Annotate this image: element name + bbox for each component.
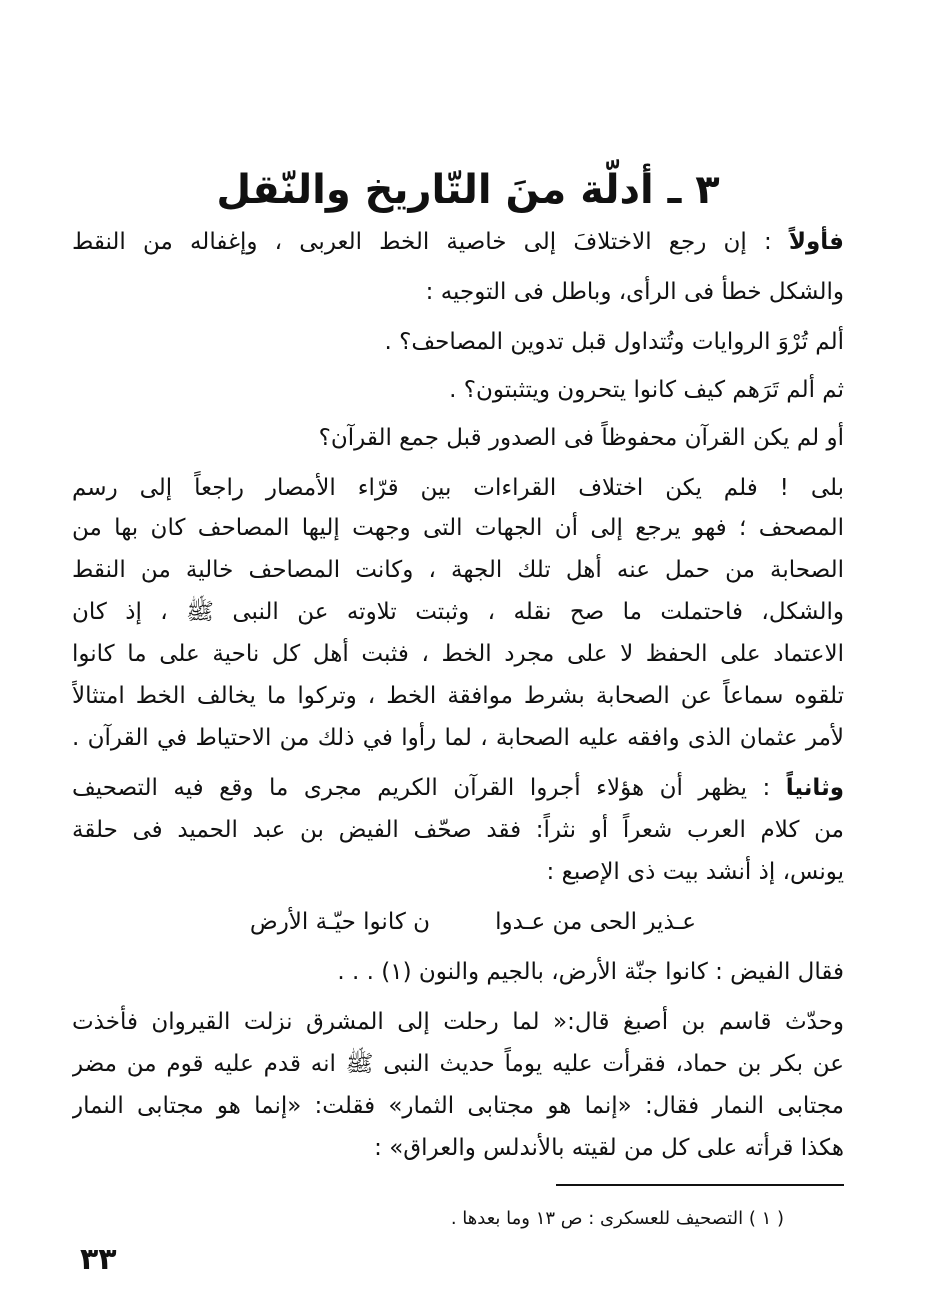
- paragraph-3-line-1: [72, 768, 844, 808]
- paragraph-4-line-2: عن بكر بن حماد، فقرأت عليه يوماً حديث النبى ﷺ انه قدم عليه قوم من مضر: [72, 1051, 844, 1077]
- after-verse-line: فقال الفيض : كانوا جنّة الأرض، بالجيم والنون (١) . . .: [337, 959, 844, 985]
- paragraph-4-line-3: مجتابى النمار فقال: «إنما هو مجتابى الثمار» فقلت: «إنما هو مجتابى النمار: [72, 1093, 844, 1119]
- paragraph-3-line-3: يونس، إذ أنشد بيت ذى الإصبع :: [546, 859, 844, 885]
- question-1: ألم تُرْوَ الروايات وتُتداول قبل تدوين المصاحف؟ .: [384, 329, 844, 355]
- question-2: ثم ألم تَرَهم كيف كانوا يتحرون ويتثبتون؟ .: [449, 377, 844, 403]
- paragraph-3-lead: وثانياً: [785, 775, 844, 801]
- footnote: ( ١ ) التصحيف للعسكرى : ص ١٣ وما بعدها .: [450, 1208, 784, 1229]
- paragraph-1-line-1: [72, 222, 844, 262]
- paragraph-1-lead: فأولاً: [788, 229, 844, 255]
- paragraph-4-line-4: هكذا قرأته على كل من لقيته بالأندلس والعراق» :: [374, 1135, 844, 1161]
- paragraph-2-line-6: تلقوه سماعاً عن الصحابة بشرط موافقة الخط ، وتركوا ما يخالف الخط امتثالاً: [72, 683, 844, 709]
- question-3: أو لم يكن القرآن محفوظاً فى الصدور قبل جمع القرآن؟: [318, 425, 844, 451]
- paragraph-2-line-3: الصحابة من حمل عنه أهل تلك الجهة ، وكانت المصاحف خالية من النقط: [72, 557, 844, 583]
- footnote-separator: [556, 1184, 844, 1186]
- verse-first-hemistich: عـذير الحى من عـدوا: [495, 909, 696, 935]
- paragraph-2-line-5: الاعتماد على الحفظ لا على مجرد الخط ، فثبت أهل كل ناحية على ما كانوا: [72, 641, 844, 667]
- poetry-verse: [0, 902, 936, 942]
- paragraph-3-line-2: من كلام العرب شعراً أو نثراً: فقد صحّف الفيض بن عبد الحميد فى حلقة: [72, 817, 844, 843]
- paragraph-1-line-1-text: : إن رجع الاختلافَ إلى خاصية الخط العربى ، وإغفاله من النقط: [72, 229, 789, 255]
- paragraph-1-line-2: والشكل خطأ فى الرأى، وباطل فى التوجيه :: [425, 279, 844, 305]
- paragraph-3-line-1-text: : يظهر أن هؤلاء أجروا القرآن الكريم مجرى ما وقع فيه التصحيف: [72, 775, 786, 801]
- page-number: ٣٣: [80, 1242, 117, 1277]
- section-title: ٣ ـ أدلّة منَ التّاريخ والنّقل: [216, 167, 720, 213]
- paragraph-2-line-2: المصحف ؛ فهو يرجع إلى أن الجهات التى وجهت إليها المصاحف كان بها من: [72, 515, 844, 541]
- paragraph-4-line-1: وحدّث قاسم بن أصبغ قال:« لما رحلت إلى المشرق نزلت القيروان فأخذت: [72, 1009, 844, 1035]
- paragraph-2-line-7: لأمر عثمان الذى وافقه عليه الصحابة ، لما رأوا في ذلك من الاحتياط في القرآن .: [72, 725, 844, 751]
- verse-second-hemistich: ن كانوا حيّـة الأرض: [249, 909, 430, 935]
- paragraph-2-line-1: بلى ! فلم يكن اختلاف القراءات بين قرّاء الأمصار راجعاً إلى رسم: [72, 475, 844, 501]
- paragraph-2-line-4: والشكل، فاحتملت ما صح نقله ، وثبتت تلاوته عن النبى ﷺ ، إذ كان: [72, 599, 844, 625]
